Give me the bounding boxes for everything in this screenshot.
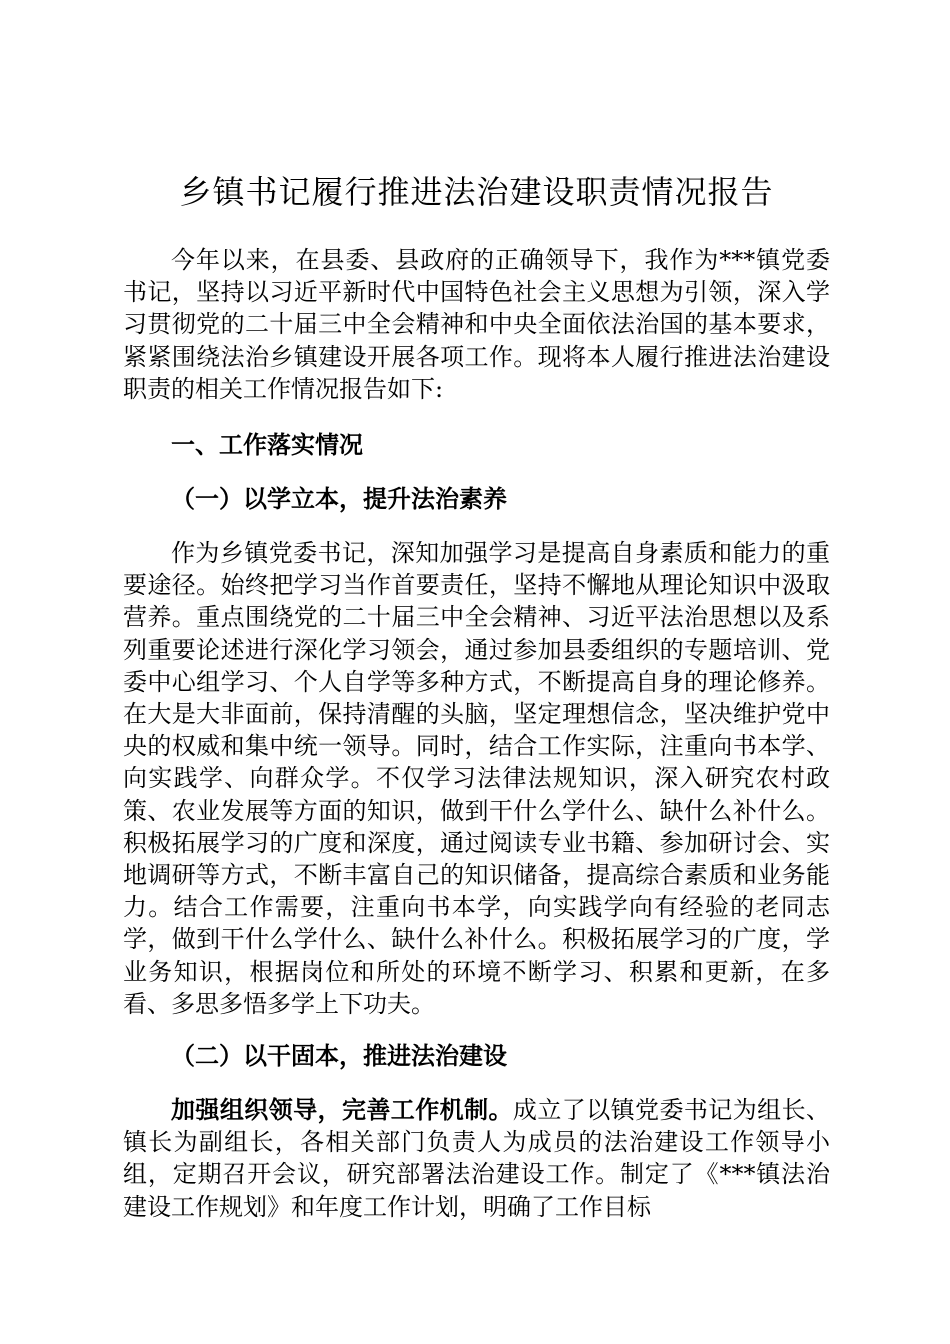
intro-paragraph: 今年以来，在县委、县政府的正确领导下，我作为***镇党委书记，坚持以习近平新时代中国特色社会主义思想为引领，深入学习贯彻党的二十届三中全会精神和中央全面依法治国的基本要求，紧紧围绕法治乡镇建设开展各项工作。现将本人履行推进法治建设职责的相关工作情况报告如下: bbox=[123, 246, 830, 403]
organization-body-text: 成立了以镇党委书记为组长、镇长为副组长，各相关部门负责人为成员的法治建设工作领导小组，定期召开会议，研究部署法治建设工作。制定了《***镇法治建设工作规划》和年度工作计划，明确了工作目标 bbox=[123, 1096, 830, 1221]
organization-lead-sentence: 加强组织领导，完善工作机制。 bbox=[171, 1095, 513, 1125]
subsection-heading-legal-construction: （二）以干固本，推进法治建设 bbox=[171, 1041, 507, 1071]
subsection-heading-learning: （一）以学立本，提升法治素养 bbox=[171, 484, 507, 514]
section-heading-work-implementation: 一、工作落实情况 bbox=[171, 430, 363, 460]
learning-paragraph: 作为乡镇党委书记，深知加强学习是提高自身素质和能力的重要途径。始终把学习当作首要责任，坚持不懈地从理论知识中汲取营养。重点围绕党的二十届三中全会精神、习近平法治思想以及系列重要论述进行深化学习领会，通过参加县委组织的专题培训、党委中心组学习、个人自学等多种方式，不断提高自身的理论修养。在大是大非面前，保持清醒的头脑，坚定理想信念，坚决维护党中央的权威和集中统一领导。同时，结合工作实际，注重向书本学、向实践学、向群众学。不仅学习法律法规知识，深入研究农村政策、农业发展等方面的知识，做到干什么学什么、缺什么补什么。积极拓展学习的广度和深度，通过阅读专业书籍、参加研讨会、实地调研等方式，不断丰富自己的知识储备，提高综合素质和业务能力。结合工作需要，注重向书本学，向实践学向有经验的老同志学，做到干什么学什么、缺什么补什么。积极拓展学习的广度，学业务知识，根据岗位和所处的环境不断学习、积累和更新，在多看、多思多悟多学上下功夫。 bbox=[123, 539, 830, 1018]
document-body bbox=[123, 170, 830, 1223]
organization-paragraph bbox=[123, 1094, 830, 1223]
document-title: 乡镇书记履行推进法治建设职责情况报告 bbox=[179, 173, 774, 211]
